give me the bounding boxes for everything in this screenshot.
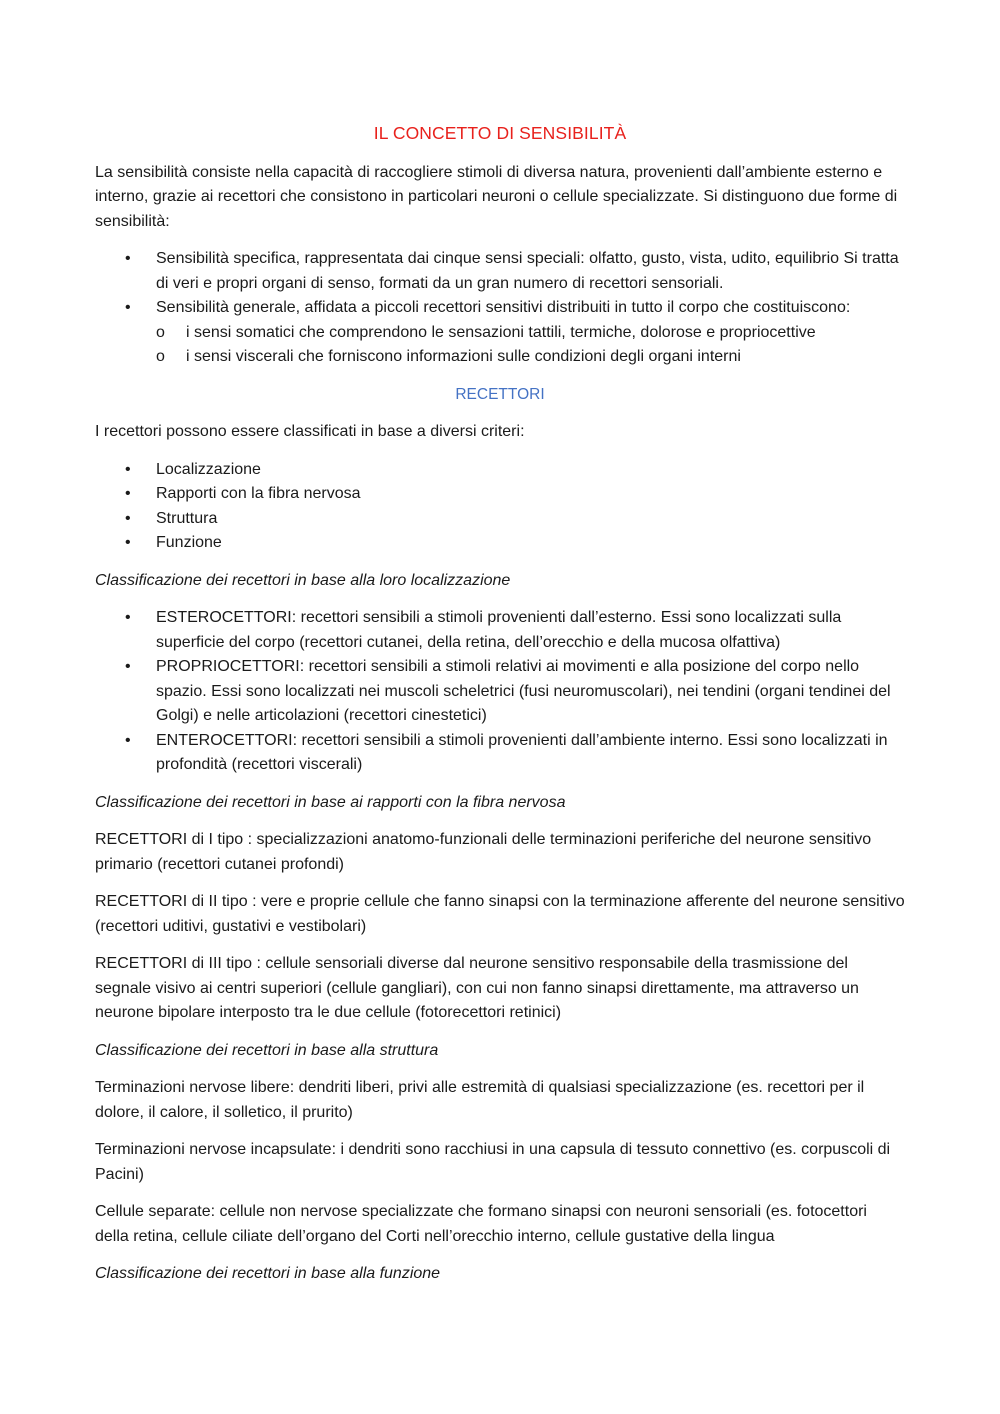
localization-heading: Classificazione dei recettori in base alla loro localizzazione <box>95 571 511 589</box>
document-title: IL CONCETTO DI SENSIBILITÀ <box>373 123 627 143</box>
list-item <box>95 296 905 370</box>
form-general: Sensibilità generale, affidata a piccoli recettori sensitivi distribuiti in tutto il corpo che costituiscono: <box>156 299 851 316</box>
form-specific: Sensibilità specifica, rappresentata dai cinque sensi speciali: olfatto, gusto, vista, udito, equilibrio Si tratta di veri e propri organi di senso, formati da un gran numero di recettori sensoriali. <box>156 250 899 292</box>
localization-list <box>95 606 905 778</box>
document-page <box>95 121 905 1300</box>
fiber-heading: Classificazione dei recettori in base ai rapporti con la fibra nervosa <box>95 793 566 811</box>
intro-paragraph: La sensibilità consiste nella capacità di raccogliere stimoli di diversa natura, provenienti dall’ambiente esterno e interno, grazie ai recettori che consistono in particolari neuroni o cellule specializzate. Si distinguono due forme di sensibilità: <box>95 163 898 230</box>
list-item <box>95 247 905 296</box>
list-item: • PROPRIOCETTORI: recettori sensibili a stimoli relativi ai movimenti e alla posizione del corpo nello spazio. Essi sono localizzati nei muscoli scheletrici (fusi neuromuscolari), nei tendini (organi tendinei del Golgi) e nelle articolazioni (recettori cinestetici) <box>95 655 905 729</box>
list-item: • Funzione <box>95 531 905 556</box>
fiber-type-1: RECETTORI di I tipo : specializzazioni anatomo-funzionali delle terminazioni periferiche del neurone sensitivo primario (recettori cutanei profondi) <box>95 831 872 873</box>
list-item: • ESTEROCETTORI: recettori sensibili a stimoli provenienti dall’esterno. Essi sono localizzati sulla superficie del corpo (recettori cutanei, della retina, dell’orecchio e della mucosa olfattiva) <box>95 606 905 655</box>
sub-list-item: o i sensi somatici che comprendono le sensazioni tattili, termiche, dolorose e propriocettive <box>156 321 905 346</box>
list-item: • Localizzazione <box>95 458 905 483</box>
section-heading-recettori: RECETTORI <box>455 385 545 403</box>
fiber-type-2: RECETTORI di II tipo : vere e proprie cellule che fanno sinapsi con la terminazione afferente del neurone sensitivo (recettori uditivi, gustativi e vestibolari) <box>95 893 905 935</box>
function-heading: Classificazione dei recettori in base alla funzione <box>95 1265 441 1282</box>
structure-separate: Cellule separate: cellule non nervose specializzate che formano sinapsi con neuroni sensoriali (es. fotocettori della retina, cellule ciliate dell’organo del Corti nell’orecchio interno, cellule gustative della lingua <box>95 1203 867 1245</box>
structure-free: Terminazioni nervose libere: dendriti liberi, privi alle estremità di qualsiasi specializzazione (es. recettori per il dolore, il calore, il solletico, il prurito) <box>95 1079 865 1121</box>
criteria-list <box>95 458 905 556</box>
structure-heading: Classificazione dei recettori in base alla struttura <box>95 1041 439 1059</box>
fiber-type-3: RECETTORI di III tipo : cellule sensoriali diverse dal neurone sensitivo responsabile della trasmissione del segnale visivo ai centri superiori (cellule gangliari), con cui non fanno sinapsi direttamente, ma attraverso un neurone bipolare interposto tra le due cellule (fotorecettori retinici) <box>95 955 859 1021</box>
structure-encapsulated: Terminazioni nervose incapsulate: i dendriti sono racchiusi in una capsula di tessuto connettivo (es. corpuscoli di Pacini) <box>95 1141 891 1183</box>
criteria-intro: I recettori possono essere classificati in base a diversi criteri: <box>95 423 525 440</box>
list-item: • ENTEROCETTORI: recettori sensibili a stimoli provenienti dall’ambiente interno. Essi sono localizzati in profondità (recettori viscerali) <box>95 729 905 778</box>
list-item: • Struttura <box>95 507 905 532</box>
sub-list-item: o i sensi viscerali che forniscono informazioni sulle condizioni degli organi interni <box>156 345 905 370</box>
sensibility-forms-list <box>95 247 905 370</box>
general-sublist <box>156 321 905 370</box>
list-item: • Rapporti con la fibra nervosa <box>95 482 905 507</box>
